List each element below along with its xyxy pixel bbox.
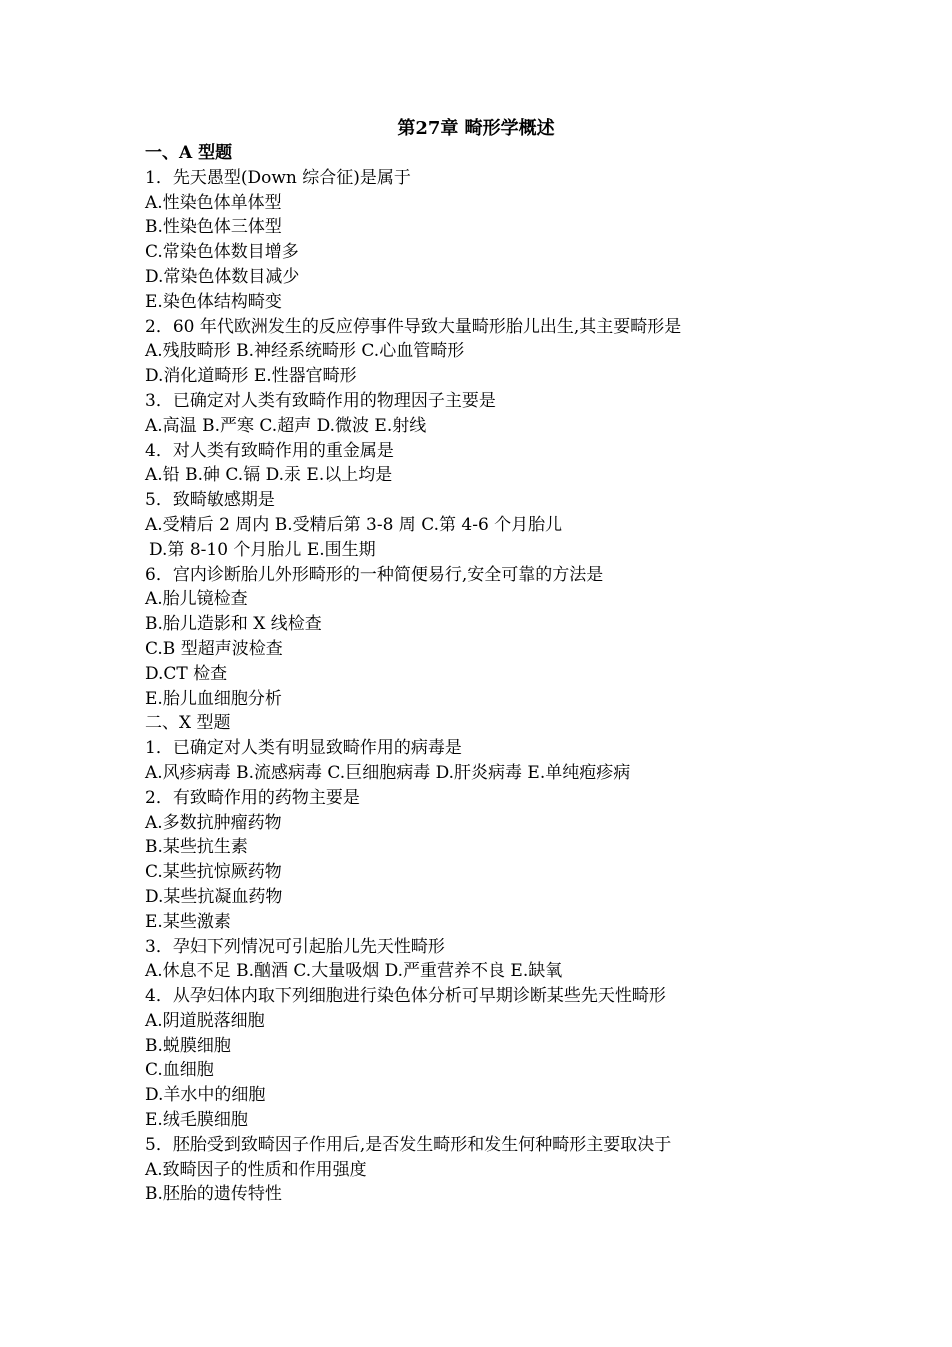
answer-options: B.胚胎的遗传特性	[145, 1184, 282, 1205]
answer-options: D.羊水中的细胞	[145, 1085, 266, 1106]
answer-options: B.蜕膜细胞	[145, 1035, 231, 1056]
answer-options: D.某些抗凝血药物	[145, 886, 283, 907]
question-stem: 4．从孕妇体内取下列细胞进行染色体分析可早期诊断某些先天性畸形	[145, 986, 666, 1007]
answer-options: E.染色体结构畸变	[145, 291, 282, 312]
question-stem: 5．胚胎受到致畸因子作用后,是否发生畸形和发生何种畸形主要取决于	[145, 1134, 672, 1155]
question-list	[145, 141, 925, 1207]
answer-options: A.致畸因子的性质和作用强度	[145, 1159, 367, 1180]
answer-options: A.休息不足 B.酗酒 C.大量吸烟 D.严重营养不良 E.缺氧	[145, 961, 563, 982]
answer-options: A.多数抗肿瘤药物	[145, 812, 282, 833]
answer-options: A.铅 B.砷 C.镉 D.汞 E.以上均是	[145, 465, 393, 486]
answer-options: A.高温 B.严寒 C.超声 D.微波 E.射线	[145, 415, 427, 436]
question-stem: 3．孕妇下列情况可引起胎儿先天性畸形	[145, 936, 445, 957]
section-heading: 一、A 型题	[145, 143, 233, 163]
question-stem: 2．有致畸作用的药物主要是	[145, 787, 360, 808]
answer-options: D.常染色体数目减少	[145, 266, 300, 287]
answer-options: E.某些激素	[145, 911, 231, 932]
answer-options: A.阴道脱落细胞	[145, 1010, 265, 1031]
answer-options: A.残肢畸形 B.神经系统畸形 C.心血管畸形	[145, 341, 465, 362]
answer-options: C.某些抗惊厥药物	[145, 862, 282, 883]
answer-options: A.风疹病毒 B.流感病毒 C.巨细胞病毒 D.肝炎病毒 E.单纯疱疹病	[145, 762, 631, 783]
question-stem: 1．先天愚型(Down 综合征)是属于	[145, 167, 411, 188]
question-stem: 1．已确定对人类有明显致畸作用的病毒是	[145, 738, 462, 759]
question-stem: 2．60 年代欧洲发生的反应停事件导致大量畸形胎儿出生,其主要畸形是	[145, 316, 682, 337]
answer-options: D.第 8-10 个月胎儿 E.围生期	[149, 539, 376, 560]
answer-options: B.性染色体三体型	[145, 217, 282, 238]
question-stem: 5．致畸敏感期是	[145, 490, 275, 511]
answer-options: D.消化道畸形 E.性器官畸形	[145, 366, 357, 387]
answer-options: C.B 型超声波检查	[145, 638, 283, 659]
answer-options: B.某些抗生素	[145, 837, 248, 858]
chapter-title: 第27章 畸形学概述	[397, 118, 555, 139]
answer-options: C.常染色体数目增多	[145, 242, 299, 263]
question-stem: 3．已确定对人类有致畸作用的物理因子主要是	[145, 390, 496, 411]
question-stem: 4．对人类有致畸作用的重金属是	[145, 440, 394, 461]
answer-options: A.受精后 2 周内 B.受精后第 3-8 周 C.第 4-6 个月胎儿	[145, 514, 563, 535]
answer-options: A.胎儿镜检查	[145, 589, 248, 610]
answer-options: A.性染色体单体型	[145, 192, 282, 213]
question-stem: 6．宫内诊断胎儿外形畸形的一种简便易行,安全可靠的方法是	[145, 564, 604, 585]
answer-options: E.绒毛膜细胞	[145, 1110, 248, 1131]
section-heading: 二、X 型题	[145, 713, 231, 734]
answer-options: B.胎儿造影和 X 线检查	[145, 614, 322, 635]
answer-options: E.胎儿血细胞分析	[145, 688, 282, 709]
answer-options: C.血细胞	[145, 1060, 214, 1081]
answer-options: D.CT 检查	[145, 663, 228, 684]
